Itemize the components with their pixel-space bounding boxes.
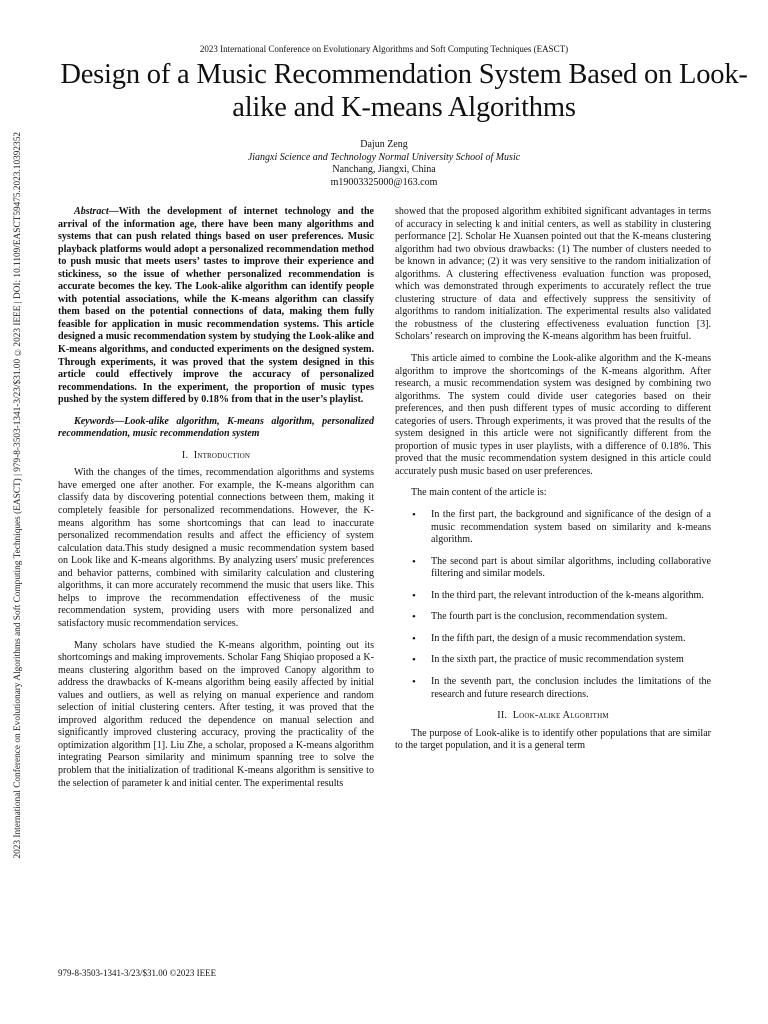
author-affiliation: Jiangxi Science and Technology Normal University School of Music [247, 151, 521, 163]
author-block [0, 139, 768, 189]
section-heading-introduction [58, 450, 374, 463]
abstract-dash: — [108, 206, 119, 217]
doi-sidebar [11, 132, 25, 902]
keywords-label: Keywords— [74, 415, 125, 427]
abstract-text: With the development of internet technology and the arrival of the information age, there have been many algorithms and systems that can push related things based on user preferences. Music playback platforms would adopt a personalized recommendation method to push music that meets users’ tastes to improve their experience and stickiness, so the issue of whether personalized recommendation is accurate becomes the key. The Look-alike algorithm can identify people with potential associations, while the K-means algorithm can classify them based on the potential connections of data, making them fully feasible for application in music recommendation systems. This article designed a music recommendation system by studying the Look-alike and K-means algorithms, and conducted experiments on the designed system. Through experiments, it was proved that the system designed in this article could effectively improve the accuracy of personalized recommendations. In the experiment, the proportion of music types pushed by the system differed by 0.18% from that in the user’s playlist. [58, 206, 374, 406]
list-item [395, 556, 711, 581]
abstract-label: Abstract [74, 206, 109, 217]
list-item [395, 590, 711, 603]
section-number: II. [497, 710, 508, 722]
list-item-text: In the fifth part, the design of a music recommendation system. [431, 632, 686, 644]
author-location: Nanchang, Jiangxi, China [332, 164, 436, 175]
abstract [58, 206, 374, 407]
look-alike-paragraph: The purpose of Look-alike is to identify other populations that are similar to the target population, and it is a general term [395, 727, 711, 752]
bullet-icon: • [412, 632, 416, 645]
bullet-icon: • [412, 589, 416, 602]
keywords-text: Look-alike algorithm, K-means algorithm, personalized recommendation, music recommendation system [58, 415, 374, 440]
list-item [395, 633, 711, 646]
list-item [395, 509, 711, 547]
list-item-text: In the third part, the relevant introduction of the k-means algorithm. [431, 589, 704, 601]
list-item [395, 654, 711, 667]
list-item [395, 611, 711, 624]
bullet-icon: • [412, 555, 416, 568]
section-title: Look-alike Algorithm [512, 710, 609, 722]
list-item-text: In the seventh part, the conclusion includes the limitations of the research and future research directions. [431, 675, 711, 700]
bullet-icon: • [412, 509, 416, 522]
keywords [58, 416, 374, 441]
section-title: Introduction [193, 449, 251, 461]
list-item-text: The second part is about similar algorithms, including collaborative filtering and similar models. [431, 555, 711, 580]
bullet-icon: • [412, 611, 416, 624]
list-item-text: In the sixth part, the practice of music recommendation system [431, 654, 684, 666]
body-paragraph: This article aimed to combine the Look-alike algorithm and the K-means algorithm to improve the shortcomings of the K-means algorithm. After research, a music recommendation system was designed by combining two algorithms. The system could divide user categories based on their preferences, and then push different types of music according to different categories of users. Through experiments, it was proved that the results of the system designed in this article were not significantly different from the proportion of music types in user playlists, with a difference of 0.18%. This proved that the music recommendation system designed in this article could accurately push music based on user preferences. [395, 353, 711, 477]
content-outline-list [395, 509, 711, 701]
copyright-footer: 979-8-3503-1341-3/23/$31.00 ©2023 IEEE [58, 968, 217, 978]
continuation-paragraph: showed that the proposed algorithm exhibited significant advantages in terms of accuracy in selecting k and initial centers, as well as stability in clustering performance [2]. Scholar He Xuansen pointed out that the K-means clustering algorithm had two obvious drawbacks: (1) The number of clusters needed to be known in advance; (2) it was very sensitive to the random initialization of algorithms. A clustering effectiveness evaluation function was proposed, which was demonstrated through experiments to accurately reflect the true clustering structure of data and effectively suppress the sensitivity of algorithms to random initialization. The experimental results also validated the robustness of the clustering effectiveness evaluation function [3]. Scholars’ research on improving the K-means algorithm has been fruitful. [395, 206, 711, 343]
section-heading-look-alike [395, 710, 711, 723]
conference-header: 2023 International Conference on Evolutionary Algorithms and Soft Computing Techniques (EASCT) [199, 44, 569, 54]
list-item-text: The fourth part is the conclusion, recommendation system. [431, 611, 668, 623]
bullet-icon: • [412, 675, 416, 688]
intro-paragraph: With the changes of the times, recommendation algorithms and systems have emerged one after another. For example, the K-means algorithm can classify data by discovering potential connections between them, making it completely feasible for personalized recommendations. However, the K-means algorithm has some shortcomings that can lead to inaccurate personalized recommendation results and affect the efficiency of system calculation data.This study designed a music recommendation system based on Look like and K-means algorithms. By analyzing users' music preferences and behavior patterns, combined with similarity calculation and clustering algorithms, it can more accurately recommend the music that users like. This helps to improve the recommendation effectiveness of the music recommendation system, providing users with more personalized and satisfactory music recommendation services. [58, 467, 374, 629]
bullet-icon: • [412, 654, 416, 667]
list-item-text: In the first part, the background and significance of the design of a music recommendation system based on similarity and k-means algorithm. [431, 509, 711, 546]
right-column [395, 206, 711, 762]
intro-paragraph: Many scholars have studied the K-means algorithm, pointing out its shortcomings and making improvements. Scholar Fang Shiqiao proposed a K-means clustering algorithm based on the improved Canopy algorithm to address the drawbacks of K-means algorithm being easily affected by initial values and outliers, as well as relying on manual experience and random selection of initial clustering centers. After testing, it was proved that the improved algorithm reduced the dependence on manual selection and significantly improved clustering accuracy, proving the practicality of the optimization algorithm [1]. Liu Zhe, a scholar, proposed a K-means algorithm integrating Pearson similarity and minimum spanning tree to solve the problem that the initialization of traditional K-means algorithm is sensitive to the selection of parameter k and initial center. The experimental results [58, 639, 374, 789]
main-content-intro: The main content of the article is: [411, 487, 547, 499]
section-number: I. [181, 449, 189, 461]
list-item [395, 676, 711, 701]
doi-sidebar-text: 2023 International Conference on Evolutionary Algorithms and Soft Computing Techniques (EASCT) | 979-8-3503-1341-3/23/$31.00 ©2023 IEEE | DOI: 10.1109/EASCT59475.2023.10392352 [13, 132, 23, 859]
paper-title: Design of a Music Recommendation System Based on Look-alike and K-means Algorithms [60, 59, 748, 123]
left-column [58, 206, 374, 799]
author-name: Dajun Zeng [360, 139, 408, 150]
author-email: m19003325000@163.com [330, 176, 438, 188]
